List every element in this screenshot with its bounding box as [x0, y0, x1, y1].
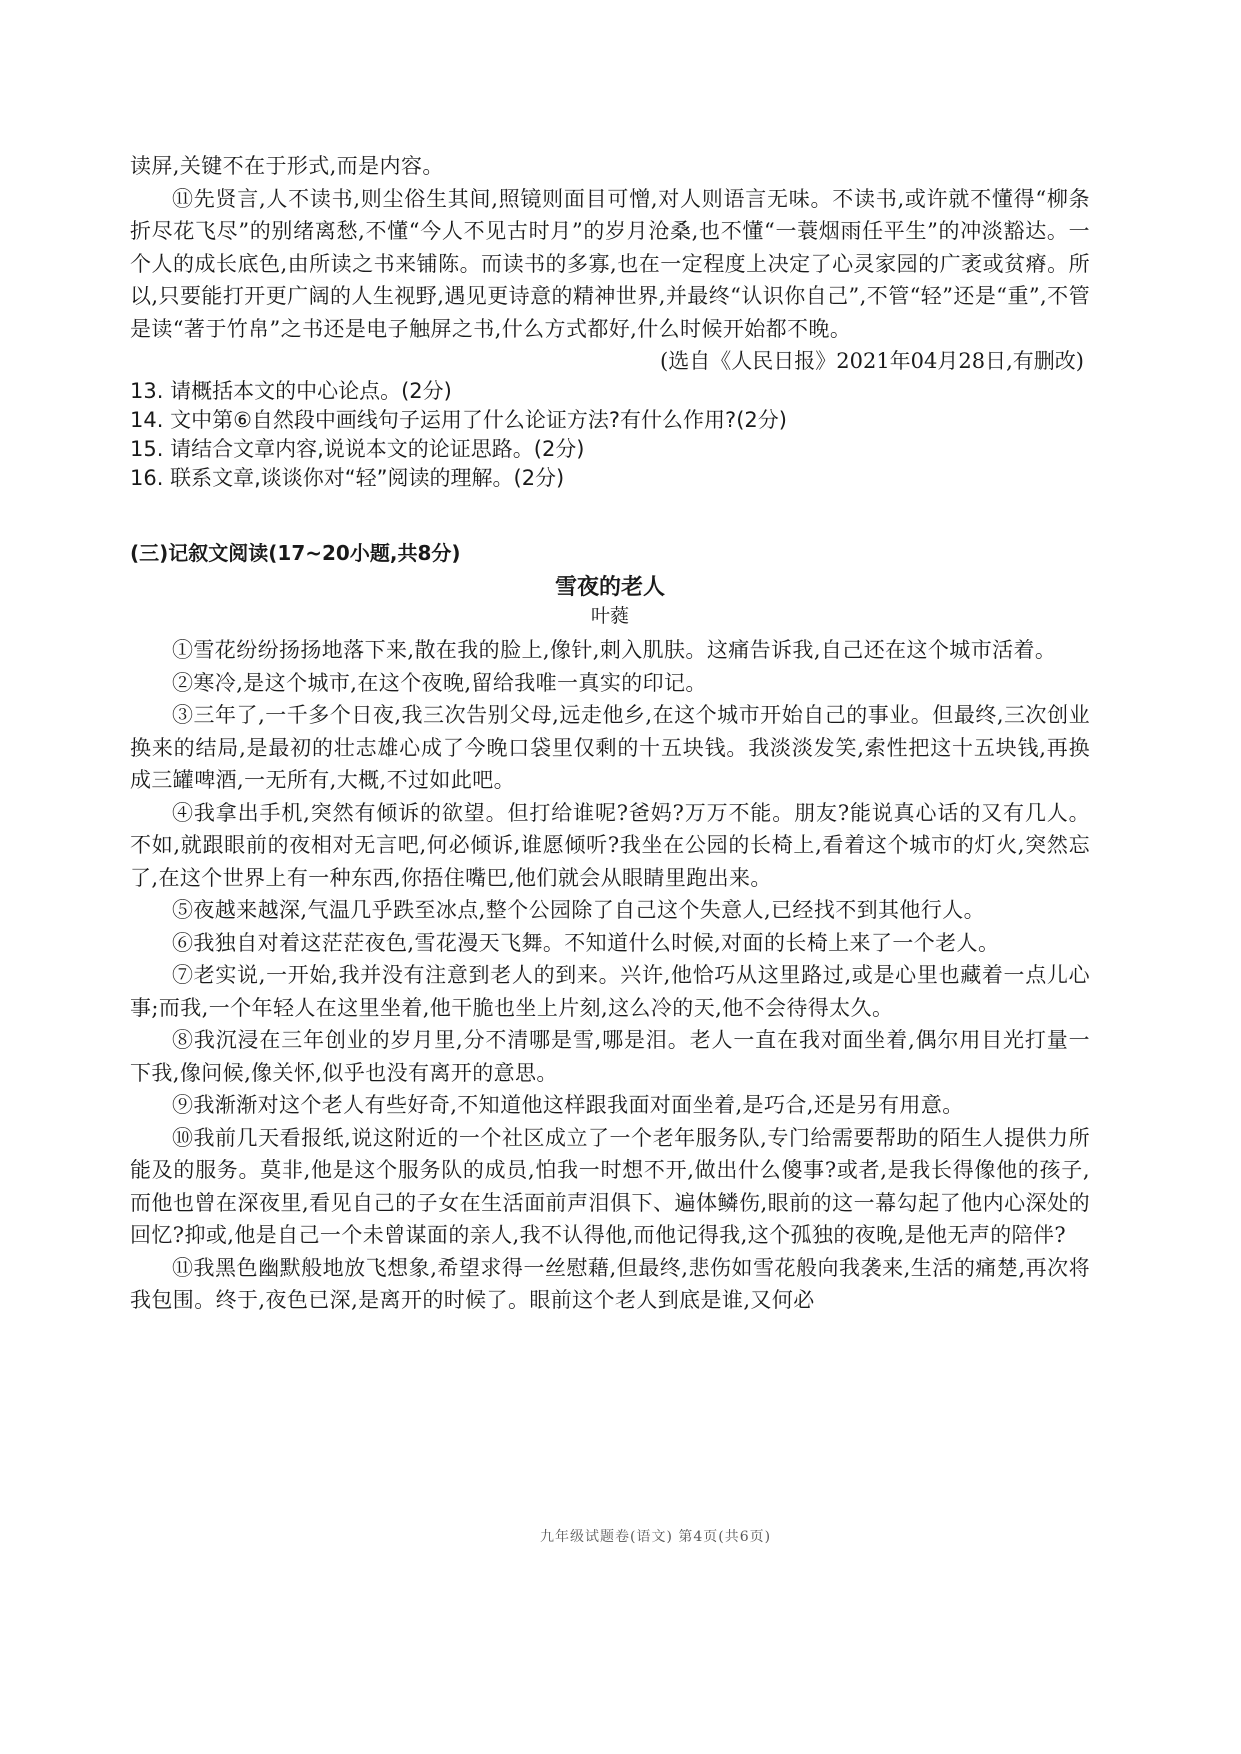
story-title: 雪夜的老人	[554, 575, 665, 600]
page-footer: 九年级试题卷(语文) 第4页(共6页)	[540, 1529, 772, 1545]
document-page	[130, 150, 1090, 1317]
story-paragraph: ⑩我前几天看报纸,说这附近的一个社区成立了一个老年服务队,专门给需要帮助的陌生人提供力所能及的服务。莫非,他是这个服务队的成员,怕我一时想不开,做出什么傻事?或者,是我长得像他的孩子,而他也曾在深夜里,看见自己的子女在生活面前声泪俱下、遍体鳞伤,眼前的这一幕勾起了他内心深处的回忆?抑或,他是自己一个未曾谋面的亲人,我不认得他,而他记得我,这个孤独的夜晚,是他无声的陪伴?	[130, 1125, 1090, 1247]
story-author: 叶蕤	[590, 605, 629, 627]
story-paragraph: ④我拿出手机,突然有倾诉的欲望。但打给谁呢?爸妈?万万不能。朋友?能说真心话的又有几人。不如,就跟眼前的夜相对无言吧,何必倾诉,谁愿倾听?我坐在公园的长椅上,看着这个城市的灯火,突然忘了,在这个世界上有一种东西,你捂住嘴巴,他们就会从眼睛里跑出来。	[130, 800, 1090, 890]
story-paragraph: ⑤夜越来越深,气温几乎跌至冰点,整个公园除了自己这个失意人,已经找不到其他行人。	[172, 898, 986, 922]
question-14: 14. 文中第⑥自然段中画线句子运用了什么论证方法?有什么作用?(2分)	[130, 408, 787, 432]
story-paragraph: ⑪我黑色幽默般地放飞想象,希望求得一丝慰藉,但最终,悲伤如雪花般向我袭来,生活的痛楚,再次将我包围。终于,夜色已深,是离开的时候了。眼前这个老人到底是谁,又何必	[130, 1255, 1090, 1312]
question-list	[130, 377, 1090, 493]
story-paragraph: ③三年了,一千多个日夜,我三次告别父母,远走他乡,在这个城市开始自己的事业。但最终,三次创业换来的结局,是最初的壮志雄心成了今晚口袋里仅剩的十五块钱。我淡淡发笑,索性把这十五块钱,再换成三罐啤酒,一无所有,大概,不过如此吧。	[130, 703, 1090, 792]
question-15: 15. 请结合文章内容,说说本文的论证思路。(2分)	[130, 437, 585, 461]
story-paragraph: ⑦老实说,一开始,我并没有注意到老人的到来。兴许,他恰巧从这里路过,或是心里也藏着一点儿心事;而我,一个年轻人在这里坐着,他干脆也坐上片刻,这么冷的天,他不会待得太久。	[130, 963, 1090, 1020]
story-paragraph: ①雪花纷纷扬扬地落下来,散在我的脸上,像针,刺入肌肤。这痛告诉我,自己还在这个城市活着。	[172, 638, 1057, 662]
intro-line: 读屏,关键不在于形式,而是内容。	[130, 154, 444, 178]
paragraph-11: ⑪先贤言,人不读书,则尘俗生其间,照镜则面目可憎,对人则语言无味。不读书,或许就不懂得“柳条折尽花飞尽”的别绪离愁,不懂“今人不见古时月”的岁月沧桑,也不懂“一蓑烟雨任平生”的冲淡豁达。一个人的成长底色,由所读之书来铺陈。而读书的多寡,也在一定程度上决定了心灵家园的广袤或贫瘠。所以,只要能打开更广阔的人生视野,遇见更诗意的精神世界,并最终“认识你自己”,不管“轻”还是“重”,不管是读“著于竹帛”之书还是电子触屏之书,什么方式都好,什么时候开始都不晚。	[130, 186, 1090, 341]
source-citation: (选自《人民日报》2021年04月28日,有删改)	[660, 349, 1084, 373]
story-body	[130, 634, 1090, 1317]
story-paragraph: ⑨我渐渐对这个老人有些好奇,不知道他这样跟我面对面坐着,是巧合,还是另有用意。	[172, 1093, 964, 1117]
question-16: 16. 联系文章,谈谈你对“轻”阅读的理解。(2分)	[130, 466, 565, 490]
story-paragraph: ⑧我沉浸在三年创业的岁月里,分不清哪是雪,哪是泪。老人一直在我对面坐着,偶尔用目光打量一下我,像问候,像关怀,似乎也没有离开的意思。	[130, 1028, 1090, 1085]
story-paragraph: ②寒冷,是这个城市,在这个夜晚,留给我唯一真实的印记。	[172, 670, 707, 695]
story-paragraph: ⑥我独自对着这茫茫夜色,雪花漫天飞舞。不知道什么时候,对面的长椅上来了一个老人。	[172, 930, 1000, 955]
question-13: 13. 请概括本文的中心论点。(2分)	[130, 379, 452, 403]
section-heading: (三)记叙文阅读(17~20小题,共8分)	[130, 541, 461, 565]
